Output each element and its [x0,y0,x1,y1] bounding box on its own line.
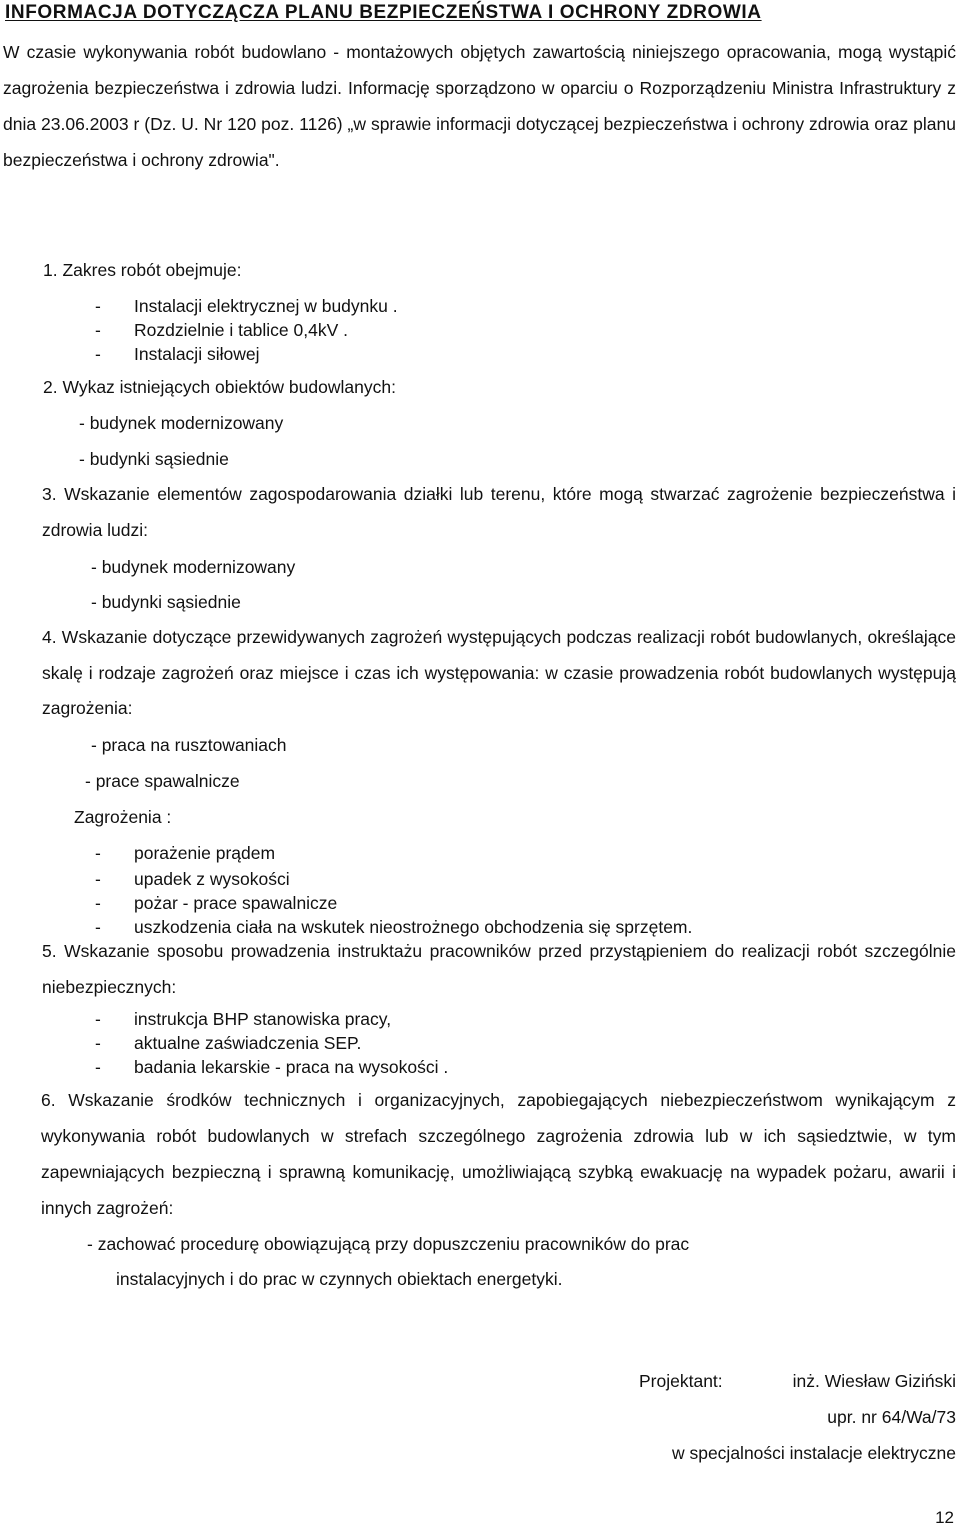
section-4-heading: 4. Wskazanie dotyczące przewidywanych zagrożeń występujących podczas realizacji robót budowlanych, określające skalę i rodzaje zagrożeń oraz miejsce i czas ich występowania: w czasie prowadzenia robót budowlanych występują zagrożenia: [42,627,956,718]
list-item: - zachować procedurę obowiązującą przy dopuszczeniu pracowników do prac [87,1234,690,1254]
signature-specialty: w specjalności instalacje elektryczne [671,1443,956,1463]
list-item: - budynek modernizowany [79,413,284,433]
section-2-heading: 2. Wykaz istniejących obiektów budowlanych: [43,377,396,397]
hazards-label: Zagrożenia : [74,807,172,827]
page-number: 12 [935,1508,954,1527]
signature-license: upr. nr 64/Wa/73 [827,1407,956,1427]
signature-name: inż. Wiesław Giziński [792,1371,956,1391]
list-item-continuation: instalacyjnych i do prac w czynnych obiektach energetyki. [116,1269,563,1289]
signature-label: Projektant: [639,1371,723,1391]
list-item: - badania lekarskie - praca na wysokości . [95,1057,449,1077]
list-item: - budynek modernizowany [91,557,296,577]
list-item: - uszkodzenia ciała na wskutek nieostrożnego obchodzenia się sprzętem. [95,917,693,937]
list-item: - Rozdzielnie i tablice 0,4kV . [95,320,348,340]
list-item: - praca na rusztowaniach [91,735,287,755]
list-item: - budynki sąsiednie [91,592,241,612]
list-item: - budynki sąsiednie [79,449,229,469]
list-item: - Instalacji elektrycznej w budynku . [95,296,398,316]
section-6-heading: 6. Wskazanie środków technicznych i organizacyjnych, zapobiegających niebezpieczeństwom wynikającym z wykonywania robót budowlanych w strefach szczególnego zagrożenia zdrowia lub w ich sąsiedztwie, w tym zapewniających bezpieczną i sprawną komunikację, umożliwiającą szybką ewakuację na wypadek pożaru, awarii i innych zagrożeń: [41,1090,956,1218]
list-item: - porażenie prądem [95,843,276,863]
document-title: INFORMACJA DOTYCZĄCZA PLANU BEZPIECZEŃSTWA I OCHRONY ZDROWIA [5,2,762,23]
list-item: - Instalacji siłowej [95,344,260,364]
intro-paragraph: W czasie wykonywania robót budowlano - montażowych objętych zawartością niniejszego opracowania, mogą wystąpić zagrożenia bezpieczeństwa i zdrowia ludzi. Informację sporządzono w oparciu o Rozporządzeniu Ministra Infrastruktury z dnia 23.06.2003 r (Dz. U. Nr 120 poz. 1126) „w sprawie informacji dotyczącej bezpieczeństwa i ochrony zdrowia oraz planu bezpieczeństwa i ochrony zdrowia". [3,42,956,170]
list-item: - instrukcja BHP stanowiska pracy, [95,1009,392,1029]
list-item: - prace spawalnicze [85,771,240,791]
list-item: - aktualne zaświadczenia SEP. [95,1033,362,1053]
list-item: - pożar - prace spawalnicze [95,893,338,913]
list-item: - upadek z wysokości [95,869,290,889]
section-5-heading: 5. Wskazanie sposobu prowadzenia instruktażu pracowników przed przystąpieniem do realizacji robót szczególnie niebezpiecznych: [42,941,956,997]
section-1-heading: 1. Zakres robót obejmuje: [43,260,242,280]
section-3-heading: 3. Wskazanie elementów zagospodarowania działki lub terenu, które mogą stwarzać zagrożenie bezpieczeństwa i zdrowia ludzi: [42,484,956,540]
